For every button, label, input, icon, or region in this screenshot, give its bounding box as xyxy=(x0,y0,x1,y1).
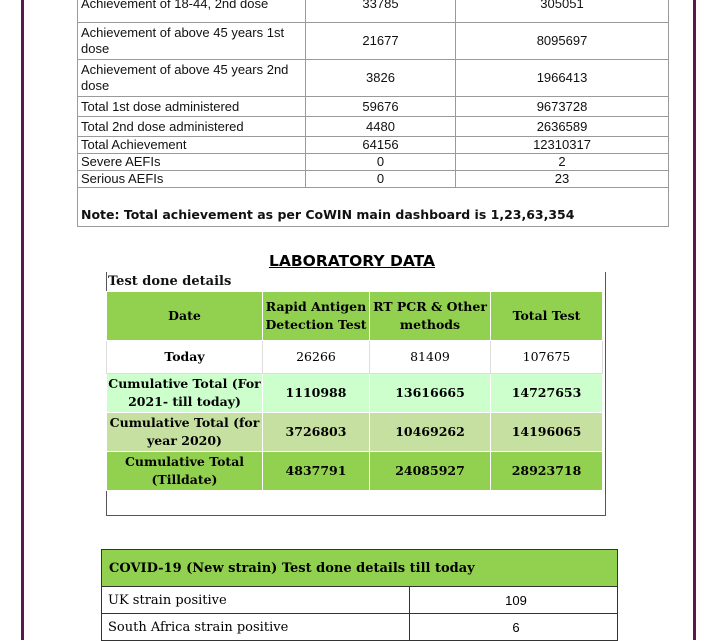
row-value-2: 2 xyxy=(456,154,669,171)
rapid-value: 1110988 xyxy=(263,374,370,413)
total-value: 28923718 xyxy=(491,452,603,491)
header-total: Total Test xyxy=(491,292,603,341)
page-border-right xyxy=(693,0,696,640)
row-value-2: 2636589 xyxy=(456,117,669,137)
page-border-left xyxy=(21,0,24,640)
table-row xyxy=(107,374,603,413)
table-row xyxy=(78,154,669,171)
row-value: 6 xyxy=(410,614,618,641)
row-value-2: 23 xyxy=(456,171,669,188)
table-row xyxy=(78,97,669,117)
table-row xyxy=(78,137,669,154)
rtpcr-value: 13616665 xyxy=(370,374,491,413)
table-row xyxy=(107,452,603,491)
row-label: Serious AEFIs xyxy=(78,171,306,188)
row-value-1: 21677 xyxy=(306,23,456,60)
lab-title-text: LABORATORY DATA xyxy=(268,252,436,270)
row-value: 109 xyxy=(410,587,618,614)
header-date: Date xyxy=(107,292,263,341)
row-value-2: 1966413 xyxy=(456,60,669,97)
rapid-value: 3726803 xyxy=(263,413,370,452)
header-rtpcr: RT PCR & Other methods xyxy=(370,292,491,341)
row-label: Cumulative Total (for year 2020) xyxy=(107,413,263,452)
lab-caption: Test done details xyxy=(108,274,232,289)
row-label: Achievement of 18-44, 2nd dose xyxy=(78,0,306,23)
row-value-2: 8095697 xyxy=(456,23,669,60)
table-row xyxy=(78,171,669,188)
table-row xyxy=(102,587,618,614)
strain-table xyxy=(101,549,618,641)
header-row xyxy=(102,550,618,587)
spacer-row xyxy=(78,188,669,205)
rtpcr-value: 24085927 xyxy=(370,452,491,491)
row-label: Today xyxy=(107,341,263,374)
row-value-1: 3826 xyxy=(306,60,456,97)
row-label: Total 2nd dose administered xyxy=(78,117,306,137)
header-row xyxy=(107,292,603,341)
row-label: Total 1st dose administered xyxy=(78,97,306,117)
row-label: South Africa strain positive xyxy=(102,614,410,641)
table-row xyxy=(78,117,669,137)
table-row xyxy=(78,60,669,97)
vaccination-table xyxy=(77,0,669,227)
table-row xyxy=(78,23,669,60)
total-value: 107675 xyxy=(491,341,603,374)
spacer-cell xyxy=(78,188,669,205)
section-title xyxy=(0,252,704,270)
row-label: Cumulative Total (For 2021- till today) xyxy=(107,374,263,413)
row-value-2: 12310317 xyxy=(456,137,669,154)
table-row xyxy=(107,341,603,374)
row-value-2: 9673728 xyxy=(456,97,669,117)
table-row xyxy=(78,0,669,23)
row-value-1: 0 xyxy=(306,171,456,188)
table-row xyxy=(107,413,603,452)
row-value-1: 59676 xyxy=(306,97,456,117)
note-row xyxy=(78,204,669,227)
row-value-1: 33785 xyxy=(306,0,456,23)
header-rapid: Rapid Antigen Detection Test xyxy=(263,292,370,341)
row-label: Achievement of above 45 years 1st dose xyxy=(78,23,306,60)
row-label: Achievement of above 45 years 2nd dose xyxy=(78,60,306,97)
rtpcr-value: 10469262 xyxy=(370,413,491,452)
rapid-value: 4837791 xyxy=(263,452,370,491)
dashboard-note: Note: Total achievement as per CoWIN main dashboard is 1,23,63,354 xyxy=(78,204,669,227)
row-label: Cumulative Total (Tilldate) xyxy=(107,452,263,491)
row-value-1: 0 xyxy=(306,154,456,171)
row-value-2: 305051 xyxy=(456,0,669,23)
rtpcr-value: 81409 xyxy=(370,341,491,374)
row-value-1: 4480 xyxy=(306,117,456,137)
row-value-1: 64156 xyxy=(306,137,456,154)
strain-title: COVID-19 (New strain) Test done details till today xyxy=(102,550,618,587)
total-value: 14196065 xyxy=(491,413,603,452)
row-label: UK strain positive xyxy=(102,587,410,614)
row-label: Total Achievement xyxy=(78,137,306,154)
row-label: Severe AEFIs xyxy=(78,154,306,171)
table-row xyxy=(102,614,618,641)
total-value: 14727653 xyxy=(491,374,603,413)
lab-table xyxy=(106,291,603,491)
rapid-value: 26266 xyxy=(263,341,370,374)
